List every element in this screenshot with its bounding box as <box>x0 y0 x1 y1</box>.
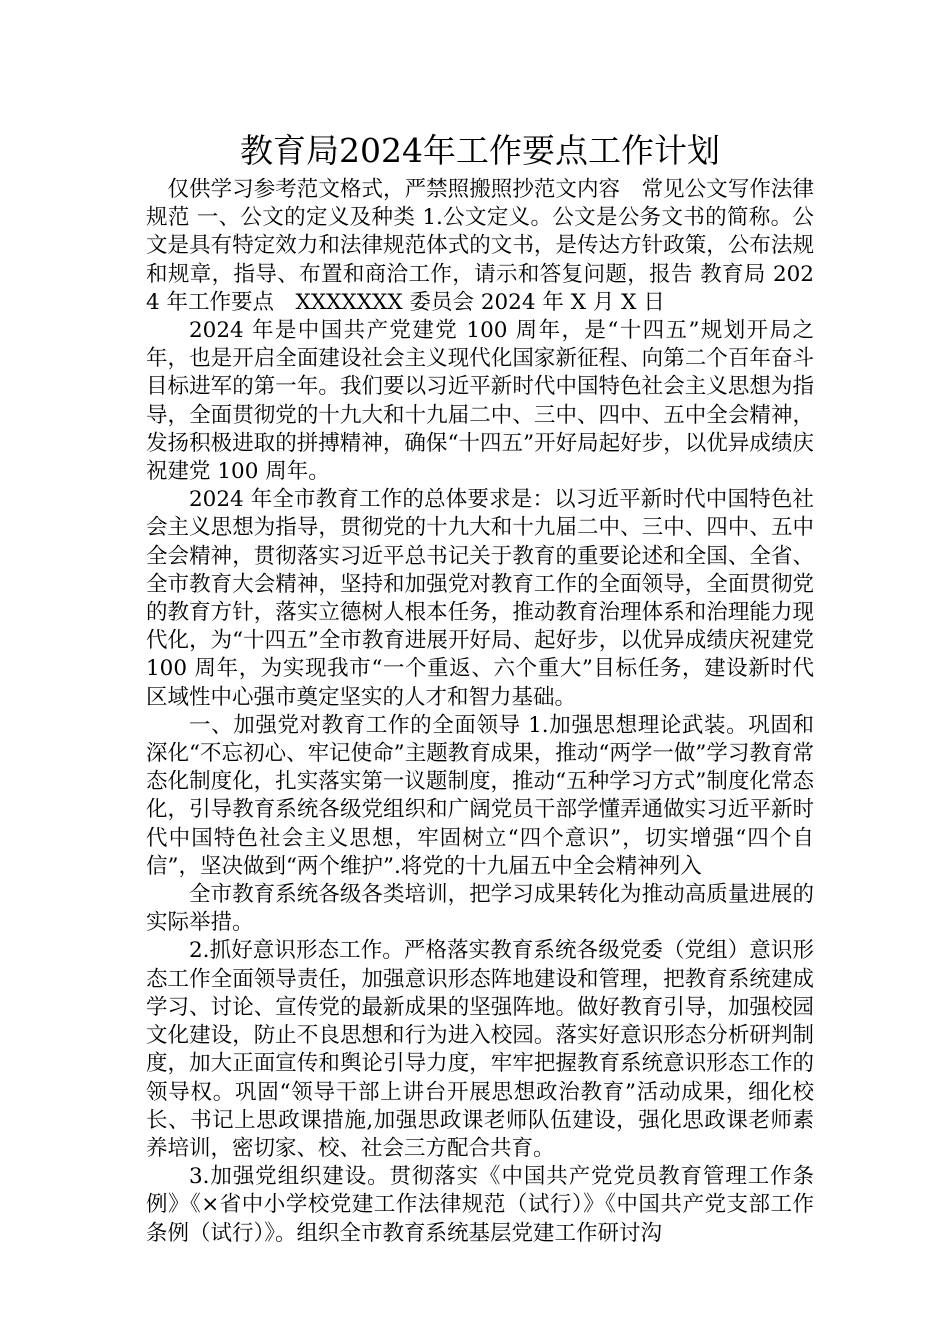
document-page <box>146 128 814 1248</box>
document-title: 教育局2024年工作要点工作计划 <box>240 131 720 170</box>
paragraph-intro: 仅供学习参考范文格式，严禁照搬照抄范文内容 常见公文写作法律规范 一、公文的定义及种类 1.公文定义。公文是公务文书的简称。公文是具有特定效力和法律规范体式的文书，是传达方针政策，公布法规和规章，指导、布置和商洽工作，请示和答复问题，报告 教育局 2024 年工作要点 XXXXXXX 委员会 2024 年 X 月 X 日 <box>146 177 814 315</box>
paragraph-party-organization: 3.加强党组织建设。贯彻落实《中国共产党党员教育管理工作条例》《×省中小学校党建工作法律规范（试行）》《中国共产党支部工作条例（试行）》。组织全市教育系统基层党建工作研讨沟 <box>146 1164 814 1246</box>
paragraph-section-one: 一、加强党对教育工作的全面领导 1.加强思想理论武装。巩固和深化“不忘初心、牢记使命”主题教育成果，推动“两学一做”学习教育常态化制度化，扎实落实第一议题制度，推动“五种学习方式”制度化常态化，引导教育系统各级党组织和广阔党员干部学懂弄通做实习近平新时代中国特色社会主义思想，牢固树立“四个意识”，切实增强“四个自信”，坚决做到“两个维护”.将党的十九届五中全会精神列入 <box>146 712 814 879</box>
paragraph-training: 全市教育系统各级各类培训，把学习成果转化为推动高质量进展的实际举措。 <box>146 882 814 936</box>
paragraph-general-requirements: 2024 年全市教育工作的总体要求是：以习近平新时代中国特色社会主义思想为指导，贯彻党的十九大和十九届二中、三中、四中、五中全会精神，贯彻落实习近平总书记关于教育的重要论述和全国、全省、全市教育大会精神，坚持和加强党对教育工作的全面领导，全面贯彻党的教育方针，落实立德树人根本任务，推动教育治理体系和治理能力现代化，为“十四五”全市教育进展开好局、起好步，以优异成绩庆祝建党 100 周年，为实现我市“一个重返、六个重大”目标任务，建设新时代区域性中心强市奠定坚实的人才和智力基础。 <box>146 487 814 710</box>
paragraph-ideology-work: 2.抓好意识形态工作。严格落实教育系统各级党委（党组）意识形态工作全面领导责任，加强意识形态阵地建设和管理，把教育系统建成学习、讨论、宣传党的最新成果的坚强阵地。做好教育引导，加强校园文化建设，防止不良思想和行为进入校园。落实好意识形态分析研判制度，加大正面宣传和舆论引导力度，牢牢把握教育系统意识形态工作的领导权。巩固“领导干部上讲台开展思想政治教育”活动成果，细化校长、书记上思政课措施,加强思政课老师队伍建设，强化思政课老师素养培训，密切家、校、社会三方配合共育。 <box>146 938 814 1161</box>
paragraph-2024-anniversary: 2024 年是中国共产党建党 100 周年，是“十四五”规划开局之年，也是开启全面建设社会主义现代化国家新征程、向第二个百年奋斗目标进军的第一年。我们要以习近平新时代中国特色社会主义思想为指导，全面贯彻党的十九大和十九届二中、三中、四中、五中全会精神，发扬积极进取的拼搏精神，确保“十四五”开好局起好步，以优异成绩庆祝建党 100 周年。 <box>146 318 814 485</box>
